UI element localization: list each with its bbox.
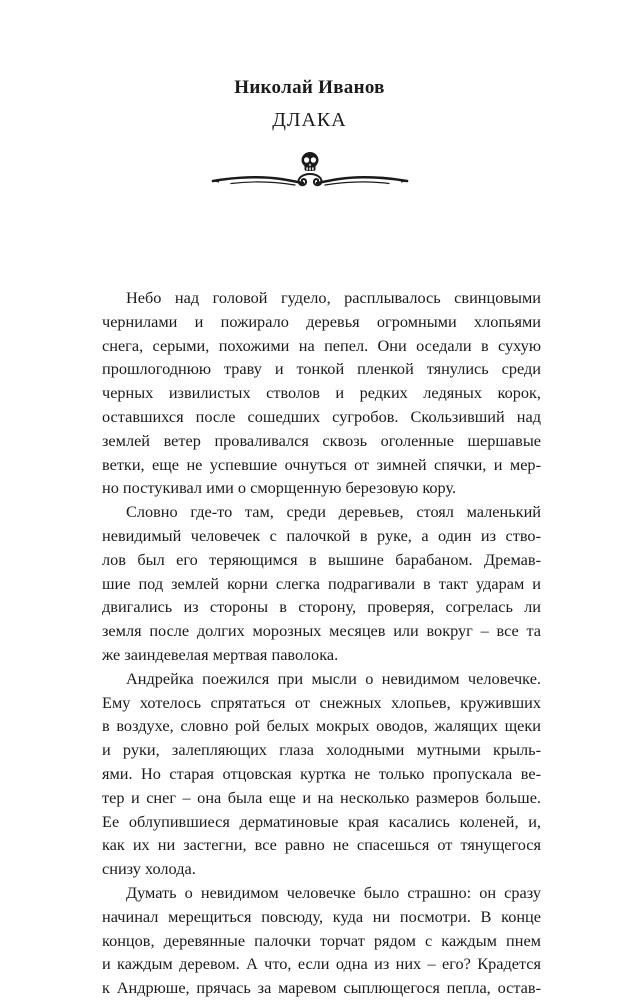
text-line: Андрейка поежился при мысли о невидимом человечке. [126,668,541,688]
text-line: в воздухе, словно рой белых мокрых оводов, жалящих щеки [102,716,541,736]
text-line: невидимый человечек с палочкой в руке, а один из ство- [102,525,541,545]
text-line: снизу холода. [102,859,196,879]
text-line: и каждым деревом. А что, если одна из них – его? Крадется [102,954,541,974]
paragraph [102,286,541,500]
text-line: Небо над головой гудело, расплывалось свинцовыми [126,288,541,307]
text-line: лов был его теряющимся в вышине барабаном. Дремав- [102,549,541,569]
paragraph [102,881,541,1000]
text-line: начинал мерещиться повсюду, куда ни посмотри. В конце [102,906,541,926]
text-line: концов, деревянные палочки торчат рядом с каждым пнем [102,930,541,950]
paragraph [102,500,541,667]
text-line: но постукивал ими о сморщенную березовую кору. [102,478,457,498]
text-line: шие под землей корни слегка подрагивали в такт ударам и [102,573,541,593]
text-line: Думать о невидимом человечке было страшно: он сразу [126,882,541,902]
body-text [102,286,541,1000]
text-line: прошлогоднюю траву и тонкой пленкой тянулись среди [102,359,541,379]
skull-flourish-icon [211,150,409,192]
text-line: ветки, еще не успевшие очнуться от зимней спячки, и мер- [102,454,541,474]
text-line: двигались из стороны в сторону, проверяя, согрелась ли [102,597,541,617]
text-line: снега, серыми, похожими на пепел. Они оседали в сухую [102,335,541,355]
text-line: и руки, залепляющих глаза холодными мутными крыль- [102,740,541,760]
author-name: Николай Иванов [234,77,385,98]
text-line: ями. Но старая отцовская куртка не только пропускала ве- [102,763,541,783]
text-line: черных извилистых стволов и редких ледяных корок, [102,383,541,403]
text-line: к Андрюше, прячась за маревом сыплющегося пепла, остав- [102,978,541,998]
text-line: Словно где-то там, среди деревьев, стоял маленький [126,502,541,522]
text-line: как их ни застегни, все равно не спасешься от тянущегося [102,835,541,855]
text-line: оставшихся после сошедших сугробов. Скользивший над [102,406,541,426]
text-line: земля после долгих морозных месяцев или вокруг – все та [102,621,541,641]
text-line: землей ветер проваливался сквозь оголенные шершавые [102,430,541,450]
text-line: чернилами и пожирало деревья огромными хлопьями [102,311,541,331]
text-line: тер и снег – она была еще и на несколько размеров больше. [102,787,541,807]
text-line: Ее облупившиеся дерматиновые края касались коленей, и, [102,811,541,831]
text-line: Ему хотелось спрятаться от снежных хлопьев, круживших [102,692,541,712]
text-line: же заиндевелая мертвая паволока. [102,644,339,664]
paragraph [102,667,541,881]
chapter-title: ДЛАКА [272,109,347,131]
